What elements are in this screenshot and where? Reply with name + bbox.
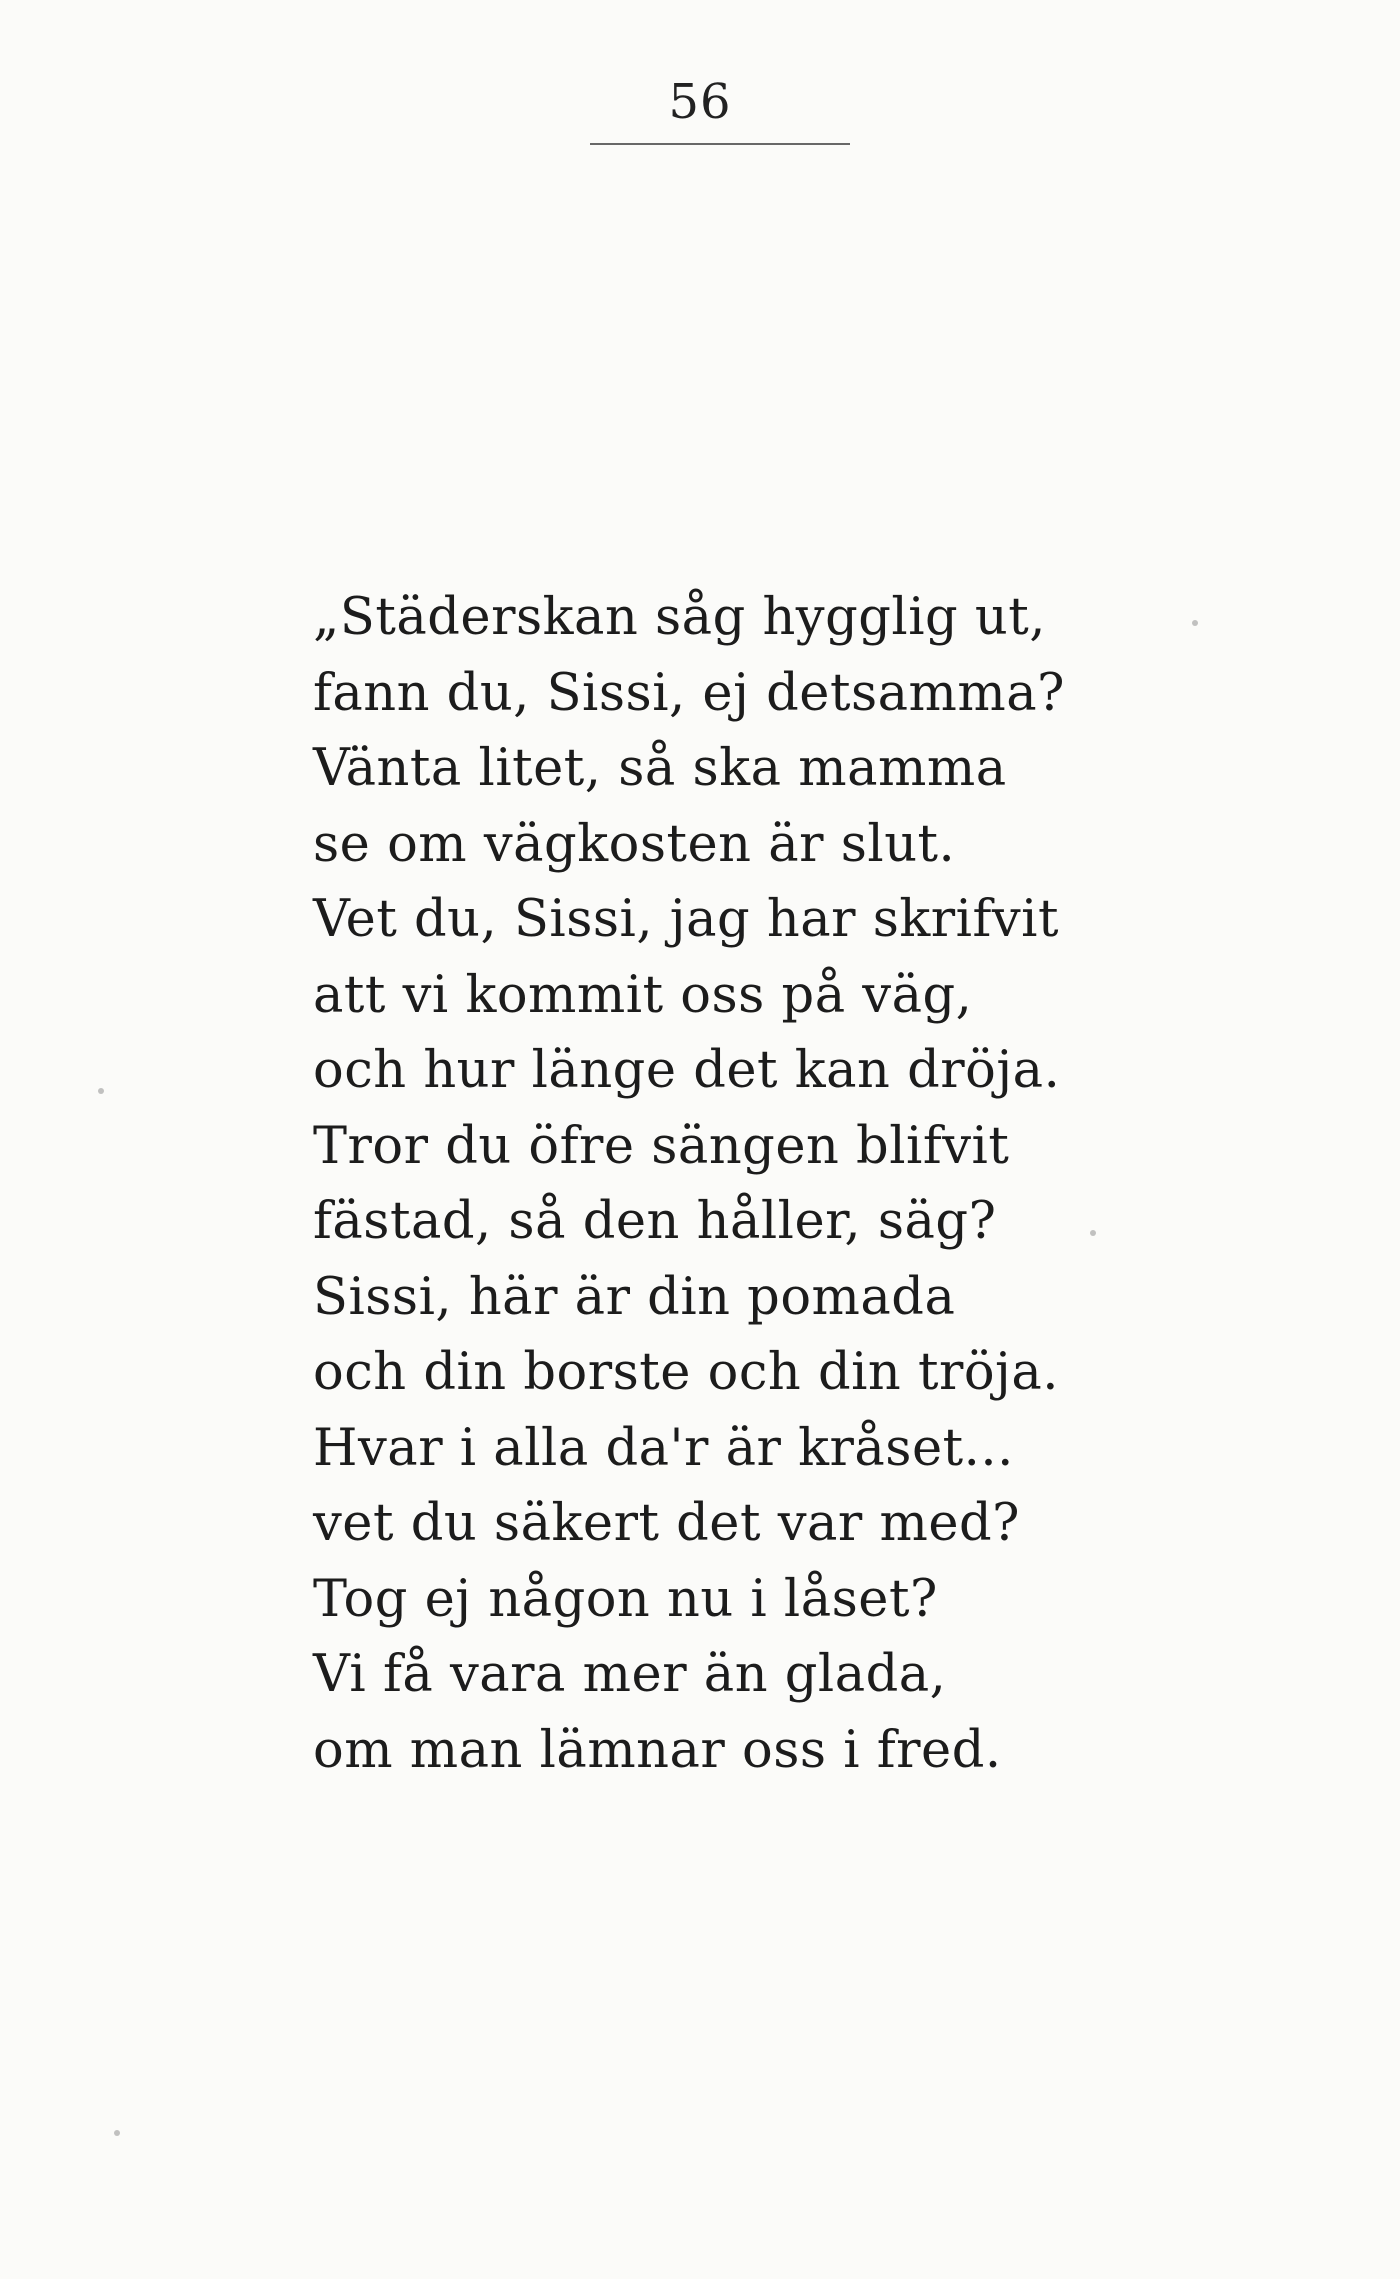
poem-line: Vänta litet, så ska mamma (313, 739, 1007, 798)
poem-line: vet du säkert det var med? (313, 1494, 1021, 1553)
paper-speck (1090, 1230, 1096, 1236)
page-number-rule (590, 143, 850, 145)
poem-line: se om vägkosten är slut. (313, 814, 956, 874)
poem-line: Vet du, Sissi, jag har skrifvit (313, 890, 1059, 949)
poem-line: fästad, så den håller, säg? (313, 1192, 997, 1251)
poem-line: fann du, Sissi, ej detsamma? (313, 663, 1066, 723)
poem-line: Tror du öfre sängen blifvit (313, 1116, 1010, 1176)
poem-line: och din borste och din tröja. (313, 1343, 1059, 1402)
paper-speck (98, 1088, 104, 1094)
poem-line: att vi kommit oss på väg, (313, 965, 973, 1025)
page-number: 56 (668, 74, 732, 130)
paper-speck (1192, 620, 1198, 626)
poem-line: och hur länge det kan dröja. (313, 1041, 1061, 1100)
poem-line: Tog ej någon nu i låset? (313, 1569, 938, 1629)
poem-line: om man lämnar oss i fred. (313, 1720, 1002, 1780)
poem-line: Vi få vara mer än glada, (313, 1645, 947, 1704)
poem-line: Hvar i alla da'r är kråset... (313, 1418, 1014, 1478)
poem-line: Sissi, här är din pomada (313, 1267, 956, 1327)
poem-stanza (313, 580, 1313, 1788)
paper-speck (114, 2130, 120, 2136)
poem-line: „Städerskan såg hygglig ut, (313, 588, 1046, 647)
